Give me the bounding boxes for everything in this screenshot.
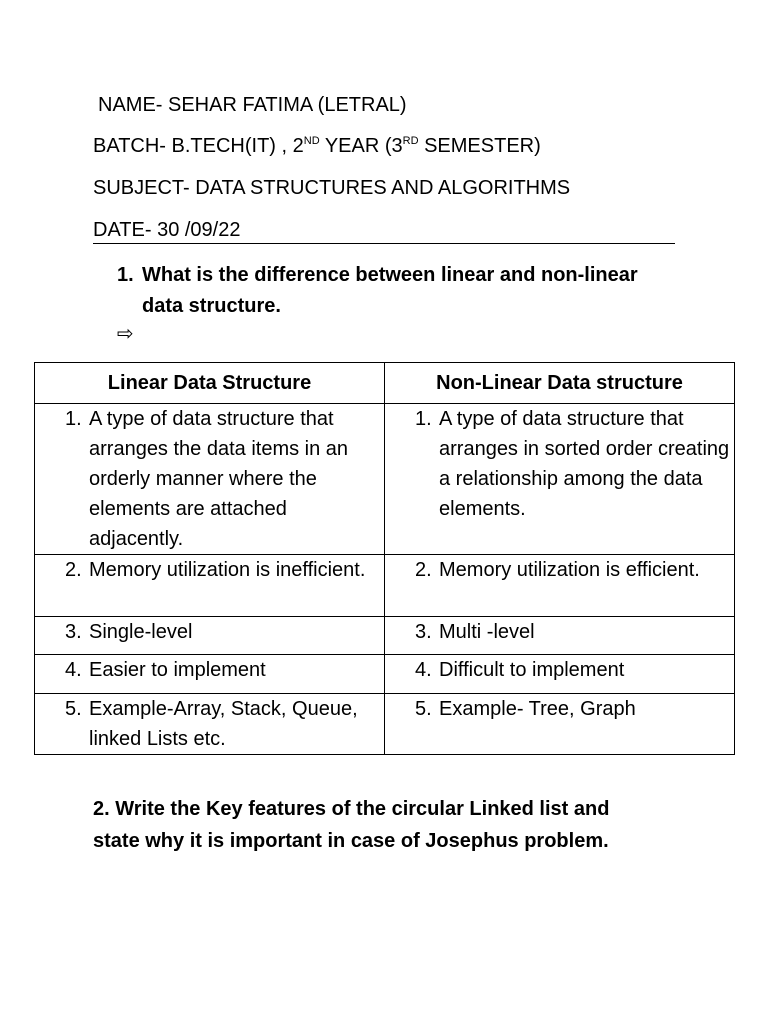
table-cell [35, 404, 385, 555]
question-1 [117, 260, 677, 322]
item-text: Memory utilization is inefficient. [89, 559, 366, 581]
table-row [35, 555, 735, 617]
cell-content [35, 404, 384, 554]
comparison-table [34, 362, 735, 755]
cell-content [35, 655, 384, 685]
item-text: Single-level [89, 621, 193, 643]
table-cell [35, 694, 385, 755]
table-cell [385, 617, 735, 655]
item-text: Difficult to implement [439, 659, 625, 681]
batch-text-2: YEAR (3 [319, 135, 403, 157]
item-number: 1. [65, 408, 82, 430]
batch-superscript-1: ND [303, 135, 320, 147]
table-row [35, 694, 735, 755]
item-number: 4. [415, 659, 432, 681]
table-cell [385, 655, 735, 694]
table-row [35, 617, 735, 655]
item-text: Example- Tree, Graph [439, 698, 636, 720]
cell-content [35, 555, 384, 585]
item-number: 1. [415, 408, 432, 430]
student-name: NAME- SEHAR FATIMA (LETRAL) [98, 94, 407, 116]
cell-content [385, 655, 734, 685]
item-number: 2. [415, 559, 432, 581]
table-cell [385, 694, 735, 755]
item-text: A type of data structure that arranges the data items in an orderly manner where the elements are attached adjacently. [89, 408, 349, 550]
item-number: 5. [65, 698, 82, 720]
cell-content [385, 694, 734, 724]
item-text: Multi -level [439, 621, 535, 643]
item-number: 4. [65, 659, 82, 681]
batch-superscript-2: RD [402, 135, 419, 147]
header-non-linear: Non-Linear Data structure [385, 363, 735, 404]
header-linear: Linear Data Structure [35, 363, 385, 404]
cell-content [385, 617, 734, 647]
item-number: 3. [65, 621, 82, 643]
cell-content [35, 617, 384, 647]
header-divider [93, 243, 675, 244]
batch-line [93, 133, 541, 159]
cell-content [35, 694, 384, 754]
subject-line: SUBJECT- DATA STRUCTURES AND ALGORITHMS [93, 177, 571, 199]
question-1-text: What is the difference between linear and non-linear data structure. [142, 264, 638, 317]
item-text: Example-Array, Stack, Queue, linked Lists etc. [89, 698, 358, 750]
table-cell [385, 555, 735, 617]
cell-content [385, 404, 734, 524]
table-cell [35, 655, 385, 694]
table-row [35, 655, 735, 694]
table-cell [35, 617, 385, 655]
table-row [35, 404, 735, 555]
item-text: Easier to implement [89, 659, 266, 681]
batch-text-3: SEMESTER) [418, 135, 541, 157]
item-number: 5. [415, 698, 432, 720]
question-1-number: 1. [117, 264, 134, 286]
item-text: Memory utilization is efficient. [439, 559, 700, 581]
item-text: A type of data structure that arranges in sorted order creating a relationship among the data elements. [439, 408, 730, 520]
table-header-row [35, 363, 735, 404]
date-line: DATE- 30 /09/22 [93, 219, 241, 241]
batch-text-1: BATCH- B.TECH(IT) , 2 [93, 135, 304, 157]
table-cell [35, 555, 385, 617]
item-number: 2. [65, 559, 82, 581]
question-2: 2. Write the Key features of the circular Linked list and state why it is important in case of Josephus problem. [93, 798, 610, 852]
answer-arrow-icon: ⇨ [117, 323, 134, 345]
cell-content [385, 555, 734, 585]
item-number: 3. [415, 621, 432, 643]
table-cell [385, 404, 735, 555]
